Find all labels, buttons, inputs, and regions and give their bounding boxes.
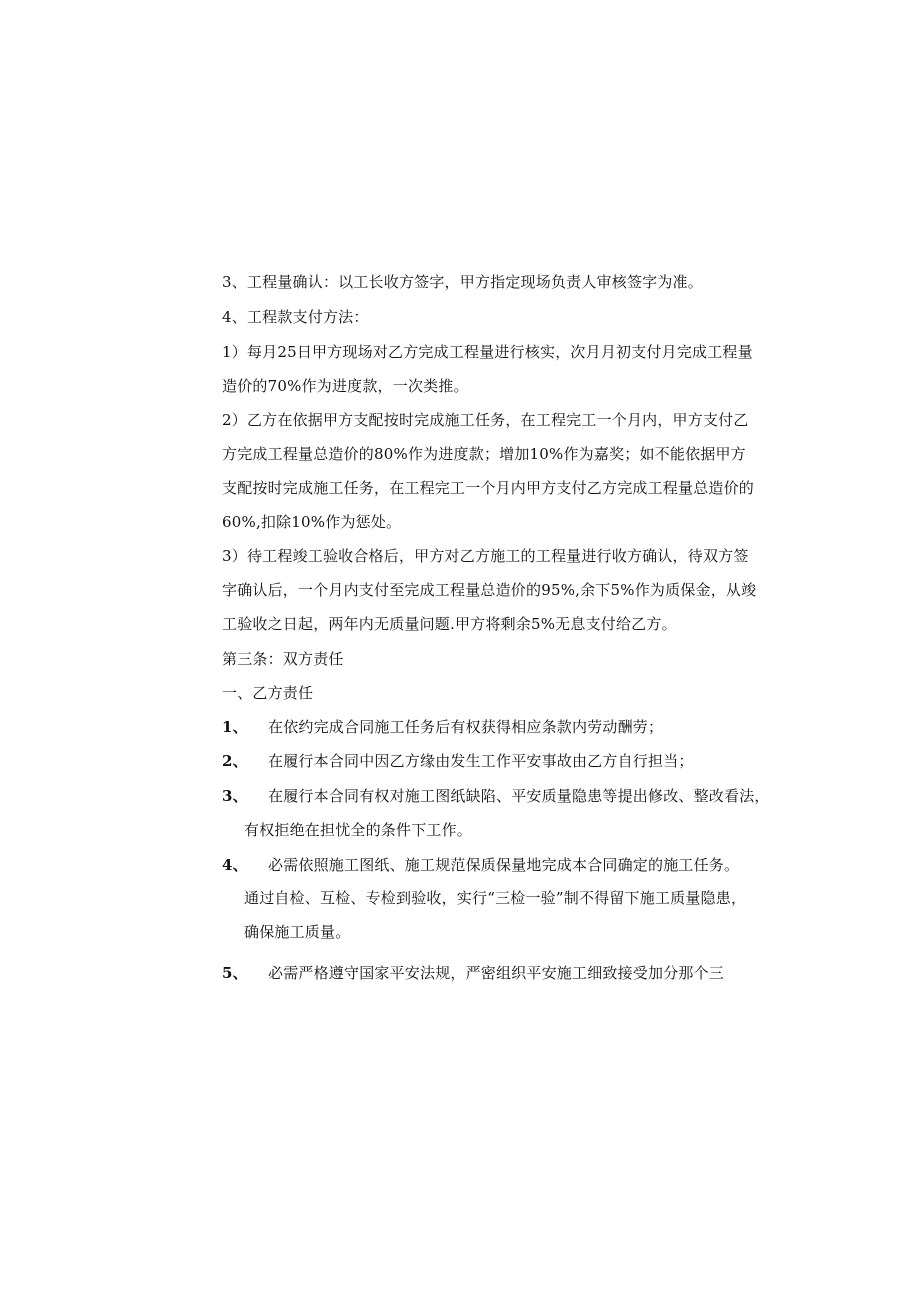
list-item <box>222 786 770 806</box>
payment-item-1-line-2: 造价的70%作为进度款，一次类推。 <box>222 377 469 395</box>
list-item-number: 5、 <box>222 964 248 982</box>
list-item-text: 在履行本合同中因乙方缘由发生工作平安事故由乙方自行担当； <box>268 752 694 770</box>
list-item-text: 在履行本合同有权对施工图纸缺陷、平安质量隐患等提出修改、整改看法， <box>268 787 770 805</box>
list-item-continuation: 有权拒绝在担忧全的条件下工作。 <box>244 821 473 839</box>
section-1-heading: 一、乙方责任 <box>222 684 314 702</box>
list-item-text: 在依约完成合同施工任务后有权获得相应条款内劳动酬劳； <box>268 718 664 736</box>
list-item-continuation: 确保施工质量。 <box>244 923 351 941</box>
list-item-text: 必需严格遵守国家平安法规，严密组织平安施工细致接受加分那个三 <box>268 964 725 982</box>
payment-item-2-line-2: 方完成工程量总造价的80%作为进度款；增加10%作为嘉奖；如不能依据甲方 <box>222 445 746 463</box>
list-item <box>222 963 725 983</box>
payment-item-2-line-3: 支配按时完成施工任务，在工程完工一个月内甲方支付乙方完成工程量总造价的 <box>222 479 755 497</box>
clause-3: 3、工程量确认：以工长收方签字，甲方指定现场负责人审核签字为准。 <box>222 273 703 291</box>
list-item <box>222 855 740 875</box>
list-item <box>222 751 694 771</box>
list-item <box>222 717 664 737</box>
list-item-number: 3、 <box>222 787 248 805</box>
article-3-heading: 第三条：双方责任 <box>222 650 344 668</box>
list-item-number: 1、 <box>222 718 248 736</box>
clause-4-title: 4、工程款支付方法： <box>222 308 369 326</box>
list-item-number: 4、 <box>222 856 248 874</box>
payment-item-3-line-3: 工验收之日起，两年内无质量问题.甲方将剩余5%无息支付给乙方。 <box>222 615 677 633</box>
payment-item-3-line-1: 3）待工程竣工验收合格后，甲方对乙方施工的工程量进行收方确认，待双方签 <box>222 547 749 565</box>
payment-item-2-line-1: 2）乙方在依据甲方支配按时完成施工任务，在工程完工一个月内，甲方支付乙 <box>222 411 749 429</box>
payment-item-3-line-2: 字确认后，一个月内支付至完成工程量总造价的95%,余下5%作为质保金，从竣 <box>222 581 757 599</box>
list-item-text: 必需依照施工图纸、施工规范保质保量地完成本合同确定的施工任务。 <box>268 856 740 874</box>
list-item-number: 2、 <box>222 752 248 770</box>
list-item-continuation: 通过自检、互检、专检到验收，实行“三检一验”制不得留下施工质量隐患， <box>244 889 747 907</box>
payment-item-1-line-1: 1）每月25日甲方现场对乙方完成工程量进行核实，次月月初支付月完成工程量 <box>222 343 753 361</box>
payment-item-2-line-4: 60%,扣除10%作为惩处。 <box>222 513 402 531</box>
